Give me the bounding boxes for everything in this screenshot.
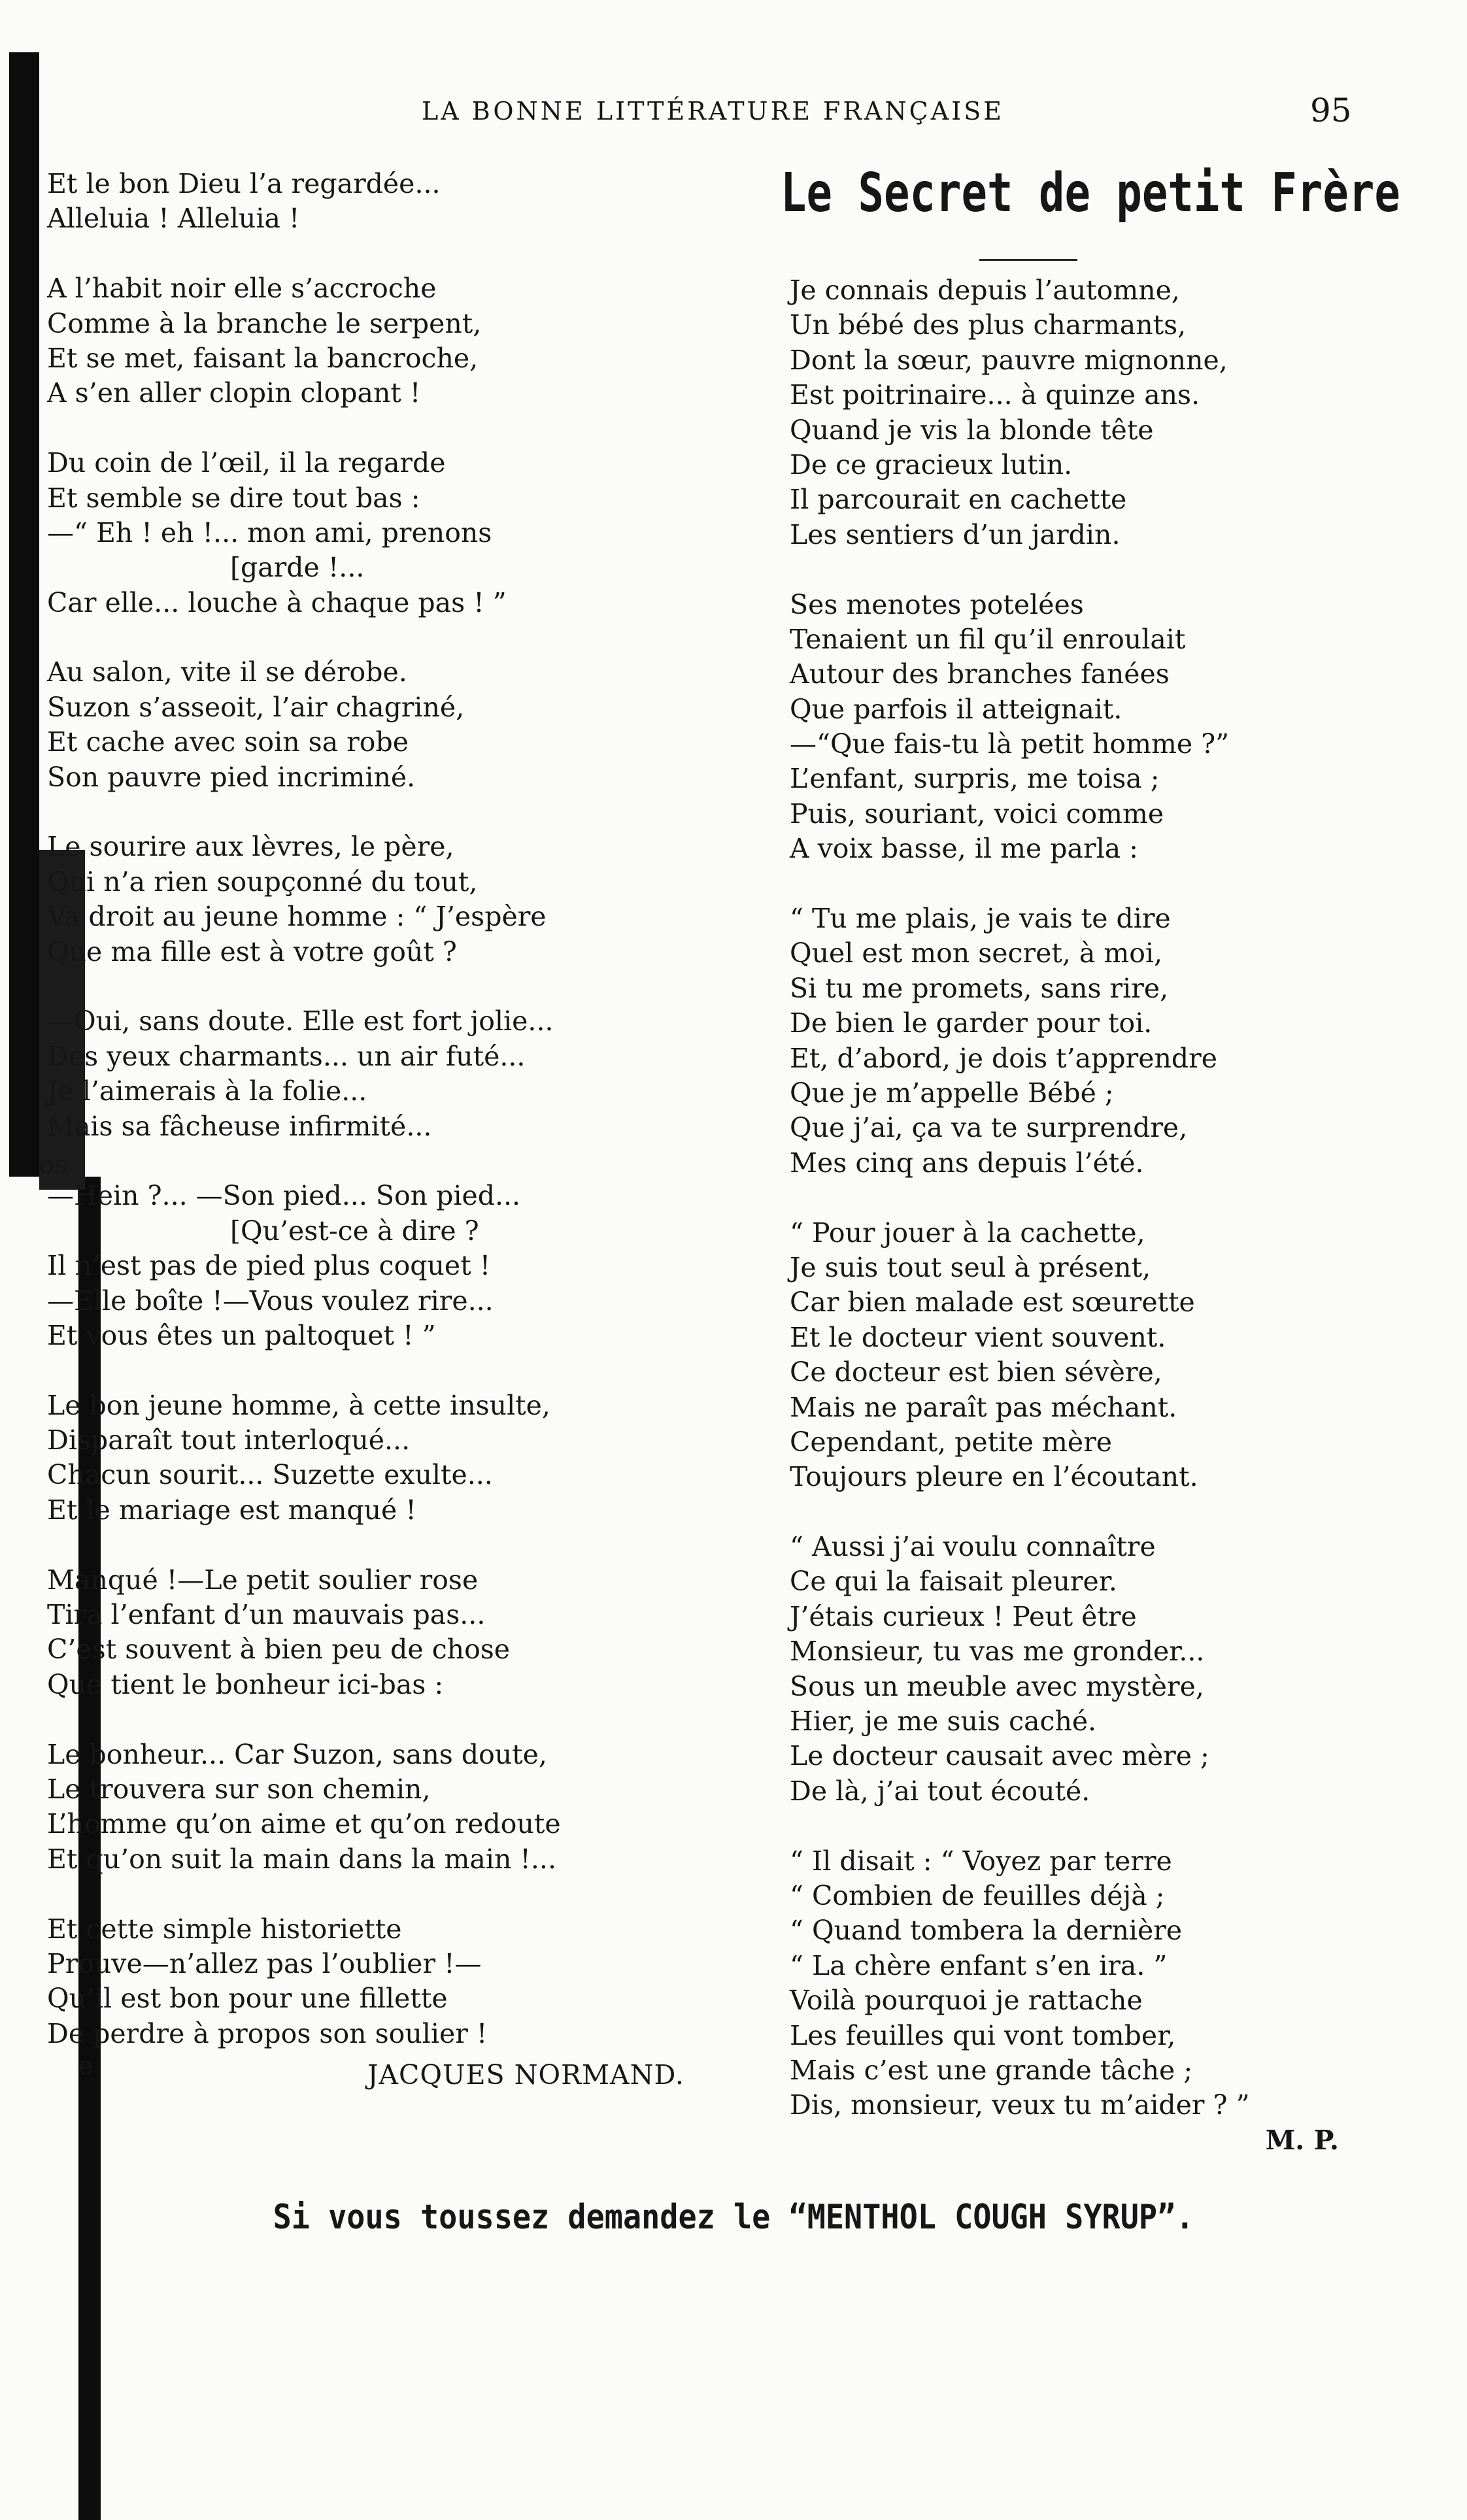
verse-line: L’enfant, surpris, me toisa ; (790, 763, 1160, 795)
verse-line: De perdre à propos son soulier ! (47, 2017, 488, 2049)
verse-line: Il parcourait en cachette (790, 484, 1127, 516)
verse-line: Les feuilles qui vont tomber, (790, 2019, 1176, 2051)
margin-mark-1: os (39, 1151, 67, 1179)
verse-line: Je suis tout seul à présent, (790, 1251, 1151, 1283)
verse-line: “ La chère enfant s’en ira. ” (790, 1949, 1168, 1981)
right-poem-column (790, 273, 1365, 2158)
verse-line: Si tu me promets, sans rire, (790, 972, 1169, 1004)
verse-line: C’est souvent à bien peu de chose (47, 1634, 511, 1666)
stanza-break (790, 1181, 1365, 1215)
verse-line: Que parfois il atteignait. (790, 693, 1122, 725)
verse-line: Et le bon Dieu l’a regardée... (47, 168, 441, 199)
verse-line: Et se met, faisant la bancroche, (47, 342, 479, 374)
stanza-break (47, 1144, 701, 1179)
verse-line: Dont la sœur, pauvre mignonne, (790, 344, 1228, 376)
verse-line: Mais sa fâcheuse infirmité... (47, 1110, 432, 1142)
verse-line: J’étais curieux ! Peut être (790, 1600, 1137, 1632)
verse-line: Et, d’abord, je dois t’apprendre (790, 1042, 1217, 1074)
author-signature: JACQUES NORMAND. (367, 2059, 684, 2091)
left-poem-column (47, 167, 701, 2092)
verse-line: Autour des branches fanées (790, 658, 1170, 690)
stanza-break (790, 552, 1365, 587)
verse-line: Voilà pourquoi je rattache (790, 1985, 1143, 2017)
verse-line: Et semble se dire tout bas : (47, 482, 420, 514)
verse-line: Tira l’enfant d’un mauvais pas... (47, 1599, 486, 1631)
verse-line: Au salon, vite il se dérobe. (47, 656, 407, 688)
verse-line: “ Aussi j’ai voulu connaître (790, 1531, 1156, 1563)
verse-line: De là, j’ai tout écouté. (790, 1775, 1090, 1807)
verse-line: Tenaient un fil qu’il enroulait (790, 623, 1186, 655)
verse-line: Et le mariage est manqué ! (47, 1494, 416, 1526)
verse-line: Du coin de l’œil, il la regarde (47, 447, 446, 479)
verse-line: Et le docteur vient souvent. (790, 1321, 1166, 1353)
verse-line: Prouve—n’allez pas l’oublier !— (47, 1947, 482, 1979)
verse-line: —“Que fais-tu là petit homme ?” (790, 728, 1230, 760)
verse-line: Que ma fille est à votre goût ? (47, 935, 457, 967)
verse-line: De ce gracieux lutin. (790, 448, 1073, 480)
verse-line: Qu’il est bon pour une fillette (47, 1983, 448, 2015)
verse-line: Car elle... louche à chaque pas ! ” (47, 586, 507, 618)
verse-line: Les sentiers d’un jardin. (790, 518, 1121, 550)
verse-line: A voix basse, il me parla : (790, 833, 1138, 865)
verse-line: Toujours pleure en l’écoutant. (790, 1461, 1198, 1493)
verse-line: Quel est mon secret, à moi, (790, 937, 1163, 969)
verse-line: Ce docteur est bien sévère, (790, 1356, 1162, 1388)
verse-line: Puis, souriant, voici comme (790, 798, 1164, 830)
verse-line: Mais ne paraît pas méchant. (790, 1391, 1177, 1423)
page-number: 95 (1310, 92, 1352, 129)
verse-line: Et vous êtes un paltoquet ! ” (47, 1319, 436, 1351)
verse-line: Le docteur causait avec mère ; (790, 1740, 1209, 1772)
verse-line: Cependant, petite mère (790, 1426, 1113, 1458)
verse-line: Le trouvera sur son chemin, (47, 1773, 431, 1805)
author-signature: M. P. (1265, 2124, 1339, 2156)
verse-line: Des yeux charmants... un air futé... (47, 1040, 526, 1072)
verse-line: Comme à la branche le serpent, (47, 307, 482, 339)
verse-line: De bien le garder pour toi. (790, 1007, 1153, 1039)
verse-line: Va droit au jeune homme : “ J’espère (47, 901, 547, 933)
verse-line: Un bébé des plus charmants, (790, 309, 1187, 341)
verse-line: Manqué !—Le petit soulier rose (47, 1564, 479, 1596)
verse-line: [Qu’est-ce à dire ? (230, 1215, 479, 1247)
verse-line: Le sourire aux lèvres, le père, (47, 831, 454, 863)
verse-line: A s’en aller clopin clopant ! (47, 377, 421, 409)
poem-title: Le Secret de petit Frère (781, 162, 1400, 224)
verse-line: Que j’ai, ça va te surprendre, (790, 1112, 1188, 1144)
verse-line: Mais c’est une grande tâche ; (790, 2054, 1193, 2086)
verse-line: Que je m’appelle Bébé ; (790, 1077, 1114, 1109)
verse-line: “ Tu me plais, je vais te dire (790, 903, 1171, 935)
verse-line: —“ Eh ! eh !... mon ami, prenons (47, 516, 492, 548)
stanza-break (47, 1528, 701, 1562)
stanza-break (47, 620, 701, 655)
verse-line: Ce qui la faisait pleurer. (790, 1566, 1117, 1598)
verse-line: —Elle boîte !—Vous voulez rire... (47, 1285, 494, 1317)
binding-shadow (9, 52, 39, 1177)
verse-line: Quand je vis la blonde tête (790, 414, 1154, 446)
verse-line: Est poitrinaire... à quinze ans. (790, 379, 1200, 411)
verse-line: Alleluia ! Alleluia ! (47, 203, 300, 235)
stanza-break (47, 411, 701, 446)
verse-line: [garde !... (230, 552, 365, 584)
verse-line: Monsieur, tu vas me gronder... (790, 1636, 1205, 1668)
verse-line: Je l’aimerais à la folie... (47, 1075, 367, 1107)
advertisement: Si vous toussez demandez le “MENTHOL COUGH SYRUP”. (273, 2198, 1194, 2237)
verse-line: Et qu’on suit la main dans la main !... (47, 1843, 556, 1875)
verse-line: Je connais depuis l’automne, (790, 275, 1180, 306)
verse-line: Et cette simple historiette (47, 1913, 402, 1945)
verse-line: “ Pour jouer à la cachette, (790, 1217, 1145, 1249)
stanza-break (790, 867, 1365, 901)
stanza-break (47, 1702, 701, 1737)
stanza-break (47, 1877, 701, 1911)
stanza-break (790, 1495, 1365, 1530)
verse-line: Suzon s’asseoit, l’air chagriné, (47, 691, 465, 723)
verse-line: Disparaît tout interloqué... (47, 1424, 411, 1456)
stanza-break (47, 969, 701, 1004)
verse-line: “ Il disait : “ Voyez par terre (790, 1845, 1172, 1877)
verse-line: Son pauvre pied incriminé. (47, 761, 416, 793)
verse-line: Il n’est pas de pied plus coquet ! (47, 1250, 491, 1282)
verse-line: Car bien malade est sœurette (790, 1286, 1195, 1319)
verse-line: A l’habit noir elle s’accroche (47, 273, 437, 305)
stanza-break (47, 1353, 701, 1388)
stanza-break (47, 795, 701, 830)
verse-line: Le bonheur... Car Suzon, sans doute, (47, 1738, 547, 1770)
margin-mark-2: e (78, 2051, 93, 2080)
verse-line: Hier, je me suis caché. (790, 1705, 1097, 1738)
verse-line: —Hein ?... —Son pied... Son pied... (47, 1180, 521, 1212)
running-title: LA BONNE LITTÉRATURE FRANÇAISE (422, 97, 1004, 126)
verse-line: Sous un meuble avec mystère, (790, 1670, 1204, 1702)
verse-line: “ Quand tombera la dernière (790, 1915, 1183, 1947)
verse-line: Ses menotes potelées (790, 588, 1084, 620)
stanza-break (790, 1809, 1365, 1843)
title-rule (979, 259, 1077, 261)
verse-line: Mes cinq ans depuis l’été. (790, 1147, 1144, 1179)
verse-line: “ Combien de feuilles déjà ; (790, 1879, 1165, 1911)
verse-line: L’homme qu’on aime et qu’on redoute (47, 1808, 561, 1840)
verse-line: Chacun sourit... Suzette exulte... (47, 1459, 493, 1491)
verse-line: —Oui, sans doute. Elle est fort jolie... (47, 1005, 554, 1037)
verse-line: Et cache avec soin sa robe (47, 726, 409, 758)
verse-line: Que tient le bonheur ici-bas : (47, 1668, 444, 1700)
verse-line: Qui n’a rien soupçonné du tout, (47, 865, 478, 898)
verse-line: Le bon jeune homme, à cette insulte, (47, 1389, 550, 1421)
stanza-break (47, 237, 701, 271)
verse-line: Dis, monsieur, veux tu m’aider ? ” (790, 2089, 1250, 2121)
